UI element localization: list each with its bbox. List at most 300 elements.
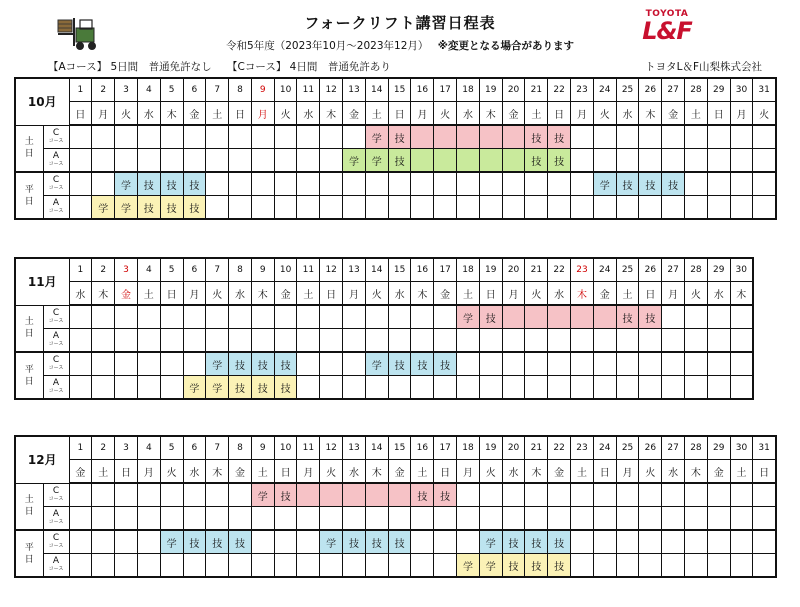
course-row	[15, 554, 776, 578]
schedule-cell	[434, 376, 457, 400]
schedule-cell	[297, 530, 320, 554]
schedule-cell	[137, 483, 160, 507]
day-number: 21	[525, 78, 548, 102]
schedule-cell	[593, 554, 616, 578]
day-number: 19	[479, 436, 502, 460]
day-number: 30	[730, 436, 753, 460]
weekday: 水	[69, 282, 92, 306]
weekday: 木	[365, 460, 388, 484]
schedule-cell	[457, 149, 480, 173]
schedule-cell	[457, 507, 480, 531]
schedule-cell	[616, 149, 639, 173]
weekday: 金	[593, 282, 616, 306]
weekday: 水	[662, 460, 685, 484]
schedule-cell	[502, 507, 525, 531]
weekday: 木	[730, 282, 753, 306]
day-number: 23	[571, 78, 594, 102]
weekday: 土	[251, 460, 274, 484]
schedule-cell	[662, 554, 685, 578]
course-row	[15, 329, 753, 353]
schedule-cell	[479, 483, 502, 507]
weekday: 木	[160, 102, 183, 126]
schedule-cell	[593, 305, 616, 329]
schedule-cell: 学	[365, 149, 388, 173]
day-number: 20	[502, 436, 525, 460]
weekday: 日	[707, 102, 730, 126]
schedule-cell: 技	[388, 149, 411, 173]
schedule-cell	[548, 196, 571, 220]
schedule-cell	[707, 305, 730, 329]
day-number: 16	[411, 258, 434, 282]
schedule-cell: 技	[434, 352, 457, 376]
schedule-cell	[525, 352, 548, 376]
course-c-label: C コース	[43, 305, 69, 329]
schedule-cell: 技	[343, 530, 366, 554]
schedule-cell	[251, 507, 274, 531]
schedule-cell	[206, 305, 229, 329]
schedule-cell	[160, 554, 183, 578]
course-a-label: A コース	[43, 329, 69, 353]
weekday: 水	[457, 102, 480, 126]
day-number: 21	[525, 436, 548, 460]
weekday: 木	[479, 102, 502, 126]
weekday: 金	[502, 102, 525, 126]
weekday: 木	[525, 460, 548, 484]
course-c-label: C コース	[43, 483, 69, 507]
schedule-cell	[69, 376, 92, 400]
schedule-cell	[571, 483, 594, 507]
group-weekend: 土 日	[15, 125, 43, 172]
day-number: 2	[92, 436, 115, 460]
schedule-cell	[137, 530, 160, 554]
schedule-cell	[229, 196, 252, 220]
schedule-cell	[183, 507, 206, 531]
schedule-cell	[274, 554, 297, 578]
weekday: 月	[571, 102, 594, 126]
schedule-cell	[639, 483, 662, 507]
schedule-cell	[137, 149, 160, 173]
day-number: 1	[69, 436, 92, 460]
weekday: 月	[297, 460, 320, 484]
weekday: 金	[434, 282, 457, 306]
day-number: 2	[92, 258, 115, 282]
schedule-cell	[685, 554, 708, 578]
schedule-cell	[662, 376, 685, 400]
weekday: 月	[92, 102, 115, 126]
schedule-cell	[388, 329, 411, 353]
schedule-cell	[365, 507, 388, 531]
schedule-cell	[479, 352, 502, 376]
schedule-cell	[707, 125, 730, 149]
schedule-cell	[593, 507, 616, 531]
weekday: 火	[593, 102, 616, 126]
schedule-cell	[525, 507, 548, 531]
schedule-cell	[685, 352, 708, 376]
schedule-cell	[479, 507, 502, 531]
weekday: 土	[685, 102, 708, 126]
day-number: 12	[320, 258, 343, 282]
schedule-cell	[571, 376, 594, 400]
weekday: 月	[616, 460, 639, 484]
schedule-cell	[479, 172, 502, 196]
schedule-cell: 学	[160, 530, 183, 554]
day-number: 3	[115, 258, 138, 282]
schedule-cell	[730, 329, 753, 353]
weekday: 月	[137, 460, 160, 484]
schedule-cell	[69, 329, 92, 353]
course-descriptions	[48, 59, 391, 74]
weekday: 火	[685, 282, 708, 306]
schedule-cell: 技	[411, 352, 434, 376]
weekday: 水	[388, 282, 411, 306]
day-number: 12	[320, 436, 343, 460]
weekday: 土	[365, 102, 388, 126]
month-calendar	[14, 77, 777, 220]
weekday: 日	[548, 102, 571, 126]
schedule-cell	[115, 483, 138, 507]
schedule-cell	[502, 196, 525, 220]
schedule-cell	[92, 172, 115, 196]
weekday: 金	[343, 102, 366, 126]
course-row	[15, 305, 753, 329]
weekday: 木	[639, 102, 662, 126]
schedule-cell	[571, 196, 594, 220]
course-c-label: C コース	[43, 352, 69, 376]
schedule-cell	[548, 172, 571, 196]
weekday: 水	[707, 282, 730, 306]
schedule-cell	[571, 172, 594, 196]
weekday: 金	[388, 460, 411, 484]
toyota-lf-logo	[638, 9, 696, 43]
schedule-cell	[662, 507, 685, 531]
schedule-cell	[206, 172, 229, 196]
schedule-cell	[479, 376, 502, 400]
schedule-cell	[251, 125, 274, 149]
schedule-cell	[616, 352, 639, 376]
schedule-cell	[69, 352, 92, 376]
schedule-cell	[662, 352, 685, 376]
day-number-row	[15, 78, 776, 102]
schedule-cell	[115, 329, 138, 353]
schedule-cell	[137, 554, 160, 578]
schedule-cell	[502, 376, 525, 400]
day-number: 17	[434, 258, 457, 282]
weekday: 日	[160, 282, 183, 306]
schedule-cell	[229, 507, 252, 531]
schedule-cell	[69, 196, 92, 220]
schedule-cell	[274, 149, 297, 173]
schedule-cell	[297, 376, 320, 400]
day-number: 28	[685, 78, 708, 102]
weekday: 金	[115, 282, 138, 306]
day-number: 19	[479, 258, 502, 282]
weekday: 日	[753, 460, 776, 484]
course-sub-label: コース	[48, 317, 64, 324]
schedule-cell	[479, 329, 502, 353]
schedule-cell	[571, 329, 594, 353]
schedule-cell	[274, 305, 297, 329]
day-number: 26	[639, 436, 662, 460]
day-number: 26	[639, 78, 662, 102]
schedule-cell: 学	[479, 554, 502, 578]
schedule-cell	[206, 149, 229, 173]
schedule-cell	[411, 376, 434, 400]
course-a-label: A コース	[43, 196, 69, 220]
schedule-cell	[685, 196, 708, 220]
schedule-cell	[137, 329, 160, 353]
logo-lf-text: L&F	[642, 17, 692, 45]
schedule-cell	[593, 376, 616, 400]
weekday: 金	[548, 460, 571, 484]
weekday: 土	[206, 102, 229, 126]
day-number: 4	[137, 258, 160, 282]
schedule-cell	[137, 352, 160, 376]
month-calendar	[14, 257, 754, 400]
schedule-cell	[297, 172, 320, 196]
schedule-cell	[297, 483, 320, 507]
schedule-cell: 技	[183, 530, 206, 554]
weekday: 火	[115, 102, 138, 126]
schedule-cell: 技	[434, 483, 457, 507]
course-sub-label: コース	[48, 519, 64, 525]
weekday: 土	[525, 102, 548, 126]
schedule-cell	[753, 483, 776, 507]
weekday: 木	[206, 460, 229, 484]
schedule-cell	[571, 125, 594, 149]
schedule-cell: 技	[251, 352, 274, 376]
schedule-cell	[502, 352, 525, 376]
schedule-cell: 技	[365, 530, 388, 554]
schedule-cell	[206, 483, 229, 507]
day-number: 6	[183, 258, 206, 282]
day-number: 21	[525, 258, 548, 282]
schedule-cell	[137, 507, 160, 531]
schedule-cell	[434, 196, 457, 220]
day-number: 24	[593, 78, 616, 102]
schedule-cell	[662, 125, 685, 149]
schedule-cell	[343, 483, 366, 507]
course-sub-label: コース	[48, 495, 64, 502]
weekday: 水	[548, 282, 571, 306]
schedule-cell	[411, 554, 434, 578]
day-number: 22	[548, 436, 571, 460]
weekday: 火	[479, 460, 502, 484]
page-header	[0, 0, 800, 73]
schedule-cell: 技	[639, 172, 662, 196]
schedule-cell	[274, 125, 297, 149]
weekday: 金	[274, 282, 297, 306]
schedule-cell: 技	[548, 149, 571, 173]
schedule-cell: 技	[388, 352, 411, 376]
course-sub-label: コース	[48, 365, 64, 371]
schedule-cell	[525, 305, 548, 329]
day-number: 14	[365, 78, 388, 102]
course-sub-label: コース	[48, 161, 64, 167]
weekday: 日	[69, 102, 92, 126]
schedule-cell: 技	[229, 530, 252, 554]
weekday: 日	[593, 460, 616, 484]
weekday-row	[15, 282, 753, 306]
schedule-cell	[685, 149, 708, 173]
schedule-cell	[593, 483, 616, 507]
day-number: 24	[593, 258, 616, 282]
weekday: 金	[662, 102, 685, 126]
schedule-cell	[297, 125, 320, 149]
schedule-cell	[388, 305, 411, 329]
schedule-cell	[571, 149, 594, 173]
schedule-cell: 技	[274, 352, 297, 376]
course-sub-label: コース	[48, 185, 64, 191]
schedule-cell: 学	[115, 196, 138, 220]
schedule-cell	[639, 329, 662, 353]
schedule-cell	[160, 376, 183, 400]
day-number: 10	[274, 258, 297, 282]
schedule-cell	[115, 352, 138, 376]
weekday: 火	[365, 282, 388, 306]
weekday: 日	[320, 282, 343, 306]
course-sub-label: コース	[48, 566, 64, 572]
schedule-cell	[320, 376, 343, 400]
day-number: 8	[229, 258, 252, 282]
schedule-cell	[434, 530, 457, 554]
schedule-cell	[297, 352, 320, 376]
day-number-row	[15, 258, 753, 282]
schedule-cell	[502, 483, 525, 507]
schedule-cell	[502, 172, 525, 196]
day-number: 15	[388, 78, 411, 102]
schedule-cell	[183, 352, 206, 376]
schedule-cell	[206, 507, 229, 531]
day-number: 13	[343, 436, 366, 460]
schedule-cell	[183, 125, 206, 149]
schedule-cell	[251, 149, 274, 173]
schedule-cell	[388, 554, 411, 578]
schedule-cell	[411, 196, 434, 220]
day-number: 19	[479, 78, 502, 102]
schedule-cell	[365, 554, 388, 578]
day-number: 29	[707, 258, 730, 282]
day-number: 5	[160, 436, 183, 460]
schedule-cell	[160, 507, 183, 531]
schedule-cell	[707, 530, 730, 554]
schedule-cell: 技	[616, 305, 639, 329]
schedule-cell	[92, 149, 115, 173]
day-number: 16	[411, 436, 434, 460]
schedule-cell	[69, 305, 92, 329]
day-number: 24	[593, 436, 616, 460]
schedule-cell: 技	[229, 376, 252, 400]
course-c-label: C コース	[43, 172, 69, 196]
schedule-cell	[548, 507, 571, 531]
day-number: 1	[69, 78, 92, 102]
schedule-cell	[115, 125, 138, 149]
schedule-cell	[297, 196, 320, 220]
day-number: 22	[548, 258, 571, 282]
schedule-cell	[297, 149, 320, 173]
schedule-cell	[707, 329, 730, 353]
schedule-cell	[753, 125, 776, 149]
schedule-cell	[434, 172, 457, 196]
schedule-cell	[297, 554, 320, 578]
schedule-cell: 技	[548, 554, 571, 578]
schedule-cell	[616, 125, 639, 149]
day-number: 10	[274, 436, 297, 460]
weekday-row	[15, 460, 776, 484]
weekday: 金	[229, 460, 252, 484]
weekday: 土	[571, 460, 594, 484]
schedule-cell	[183, 483, 206, 507]
weekday: 月	[251, 102, 274, 126]
schedule-cell: 学	[115, 172, 138, 196]
course-row	[15, 125, 776, 149]
day-number: 14	[365, 258, 388, 282]
schedule-cell: 技	[616, 172, 639, 196]
schedule-cell	[343, 172, 366, 196]
schedule-cell	[343, 352, 366, 376]
schedule-cell	[229, 149, 252, 173]
schedule-cell	[662, 305, 685, 329]
schedule-cell	[457, 530, 480, 554]
schedule-cell: 技	[388, 530, 411, 554]
schedule-cell	[753, 507, 776, 531]
schedule-cell	[479, 149, 502, 173]
schedule-cell	[457, 483, 480, 507]
day-number: 9	[251, 78, 274, 102]
schedule-cell	[457, 125, 480, 149]
schedule-cell	[639, 507, 662, 531]
schedule-cell	[753, 196, 776, 220]
schedule-cell	[502, 329, 525, 353]
schedule-cell	[730, 196, 753, 220]
weekday: 日	[115, 460, 138, 484]
schedule-cell	[548, 352, 571, 376]
day-number: 31	[753, 78, 776, 102]
schedule-cell	[457, 352, 480, 376]
schedule-cell	[593, 149, 616, 173]
schedule-cell: 技	[388, 125, 411, 149]
month-calendar	[14, 435, 777, 578]
schedule-cell	[69, 483, 92, 507]
schedule-cell	[160, 125, 183, 149]
schedule-cell: 学	[343, 149, 366, 173]
day-number: 11	[297, 258, 320, 282]
weekday: 火	[206, 282, 229, 306]
schedule-cell	[320, 149, 343, 173]
schedule-cell: 技	[274, 483, 297, 507]
schedule-cell: 技	[479, 305, 502, 329]
day-number: 18	[457, 258, 480, 282]
logo-toyota-text: TOYOTA	[645, 9, 689, 19]
schedule-cell: 技	[183, 196, 206, 220]
course-a-description: 【Aコース】 5日間 普通免許なし	[48, 61, 212, 73]
schedule-cell	[730, 149, 753, 173]
weekday: 月	[411, 102, 434, 126]
schedule-cell	[206, 554, 229, 578]
course-row	[15, 196, 776, 220]
schedule-cell	[115, 530, 138, 554]
weekday: 日	[479, 282, 502, 306]
schedule-cell	[479, 196, 502, 220]
schedule-cell	[525, 196, 548, 220]
schedule-cell	[320, 483, 343, 507]
schedule-cell	[183, 305, 206, 329]
weekday: 火	[320, 460, 343, 484]
course-a-label: A コース	[43, 507, 69, 531]
weekday: 月	[457, 460, 480, 484]
schedule-cell	[183, 554, 206, 578]
schedule-cell	[115, 507, 138, 531]
schedule-cell	[753, 149, 776, 173]
